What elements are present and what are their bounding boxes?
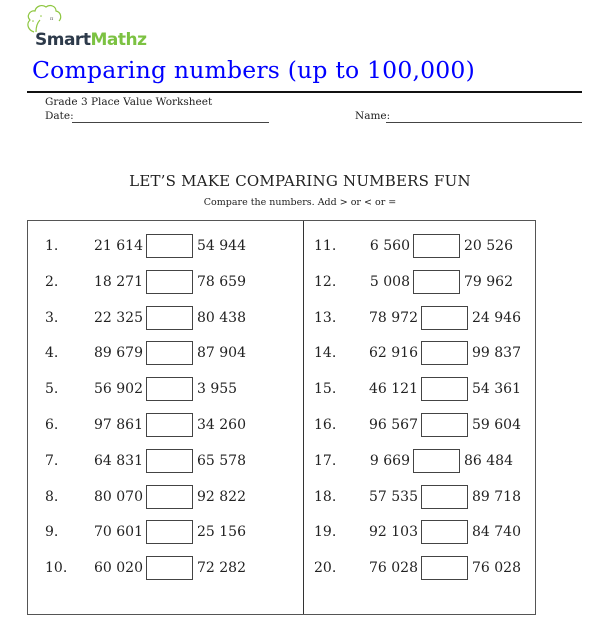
second-number: 79 962 bbox=[464, 273, 513, 290]
problem-row bbox=[304, 306, 534, 332]
second-number: 78 659 bbox=[197, 273, 246, 290]
second-number: 24 946 bbox=[472, 309, 521, 326]
problem-row bbox=[304, 485, 534, 511]
problem-number: 1. bbox=[45, 238, 59, 254]
title-rule bbox=[27, 91, 582, 93]
problem-number: 16. bbox=[314, 417, 337, 433]
first-number: 78 972 bbox=[369, 309, 418, 326]
second-number: 86 484 bbox=[464, 452, 513, 469]
first-number: 18 271 bbox=[94, 273, 143, 290]
problem-number: 9. bbox=[45, 524, 59, 541]
problem-row bbox=[304, 234, 534, 260]
problem-number: 19. bbox=[314, 524, 337, 541]
answer-box[interactable] bbox=[146, 485, 193, 509]
first-number: 96 567 bbox=[369, 417, 418, 433]
second-number: 59 604 bbox=[472, 417, 521, 433]
answer-box[interactable] bbox=[421, 556, 468, 580]
first-number: 22 325 bbox=[94, 309, 143, 326]
problem-number: 17. bbox=[314, 452, 337, 469]
problem-number: 8. bbox=[45, 488, 59, 505]
answer-box[interactable] bbox=[146, 270, 193, 294]
first-number: 9 669 bbox=[369, 452, 410, 469]
problem-row bbox=[304, 556, 534, 582]
answer-box[interactable] bbox=[421, 341, 468, 365]
second-number: 92 822 bbox=[197, 488, 246, 505]
answer-box[interactable] bbox=[146, 556, 193, 580]
problem-row bbox=[28, 485, 258, 511]
first-number: 89 679 bbox=[94, 345, 143, 362]
second-number: 89 718 bbox=[472, 488, 521, 505]
first-number: 80 070 bbox=[94, 488, 143, 505]
problem-number: 5. bbox=[45, 381, 59, 398]
second-number: 80 438 bbox=[197, 309, 246, 326]
answer-box[interactable] bbox=[413, 449, 460, 473]
problem-number: 2. bbox=[45, 273, 59, 290]
second-number: 54 361 bbox=[472, 381, 521, 398]
problem-number: 3. bbox=[45, 309, 59, 326]
problem-row bbox=[304, 520, 534, 546]
page-title: Comparing numbers (up to 100,000) bbox=[32, 56, 475, 84]
problem-number: 14. bbox=[314, 345, 337, 362]
answer-box[interactable] bbox=[146, 377, 193, 401]
problem-row bbox=[304, 449, 534, 475]
problem-row bbox=[304, 413, 534, 439]
answer-box[interactable] bbox=[421, 520, 468, 544]
second-number: 65 578 bbox=[197, 452, 246, 469]
first-number: 6 560 bbox=[369, 238, 410, 254]
first-number: 70 601 bbox=[94, 524, 143, 541]
second-number: 72 282 bbox=[197, 560, 246, 577]
answer-box[interactable] bbox=[413, 270, 460, 294]
problem-row bbox=[28, 449, 258, 475]
second-number: 54 944 bbox=[197, 238, 246, 254]
problem-number: 12. bbox=[314, 273, 337, 290]
first-number: 21 614 bbox=[94, 238, 143, 254]
first-number: 60 020 bbox=[94, 560, 143, 577]
first-number: 57 535 bbox=[369, 488, 418, 505]
second-number: 84 740 bbox=[472, 524, 521, 541]
answer-box[interactable] bbox=[421, 485, 468, 509]
first-number: 62 916 bbox=[369, 345, 418, 362]
problem-row bbox=[28, 377, 258, 403]
smartmathz-logo bbox=[24, 2, 174, 52]
problem-row bbox=[28, 520, 258, 546]
first-number: 92 103 bbox=[369, 524, 418, 541]
problem-row bbox=[28, 234, 258, 260]
problems-table bbox=[27, 220, 536, 615]
answer-box[interactable] bbox=[421, 413, 468, 437]
answer-box[interactable] bbox=[146, 341, 193, 365]
problem-number: 10. bbox=[45, 560, 68, 577]
problem-number: 11. bbox=[314, 238, 337, 254]
problem-number: 15. bbox=[314, 381, 337, 398]
second-number: 87 904 bbox=[197, 345, 246, 362]
logo-wordmark: SmartMathz bbox=[35, 30, 147, 50]
first-number: 46 121 bbox=[369, 381, 418, 398]
second-number: 34 260 bbox=[197, 417, 246, 433]
problem-number: 6. bbox=[45, 417, 59, 433]
second-number: 76 028 bbox=[472, 560, 521, 577]
second-number: 3 955 bbox=[197, 381, 238, 398]
problem-row bbox=[304, 341, 534, 367]
name-field[interactable] bbox=[386, 122, 582, 123]
first-number: 56 902 bbox=[94, 381, 143, 398]
problem-row bbox=[28, 413, 258, 439]
date-field[interactable] bbox=[72, 122, 269, 123]
worksheet-heading: LET’S MAKE COMPARING NUMBERS FUN bbox=[129, 172, 471, 190]
date-label: Date: bbox=[45, 110, 74, 122]
problem-number: 4. bbox=[45, 345, 59, 362]
name-label: Name: bbox=[355, 110, 391, 122]
svg-text:π: π bbox=[50, 16, 54, 22]
second-number: 25 156 bbox=[197, 524, 246, 541]
answer-box[interactable] bbox=[146, 234, 193, 258]
problem-number: 7. bbox=[45, 452, 59, 469]
answer-box[interactable] bbox=[146, 520, 193, 544]
first-number: 97 861 bbox=[94, 417, 143, 433]
answer-box[interactable] bbox=[146, 413, 193, 437]
first-number: 5 008 bbox=[369, 273, 410, 290]
problem-number: 20. bbox=[314, 560, 337, 577]
second-number: 20 526 bbox=[464, 238, 513, 254]
problem-row bbox=[28, 270, 258, 296]
first-number: 76 028 bbox=[369, 560, 418, 577]
problem-number: 13. bbox=[314, 309, 337, 326]
problem-row bbox=[28, 306, 258, 332]
instructions: Compare the numbers. Add > or < or = bbox=[203, 197, 397, 208]
grade-label: Grade 3 Place Value Worksheet bbox=[45, 96, 213, 108]
second-number: 99 837 bbox=[472, 345, 521, 362]
problem-row bbox=[304, 270, 534, 296]
answer-box[interactable] bbox=[413, 234, 460, 258]
problem-number: 18. bbox=[314, 488, 337, 505]
problem-row bbox=[28, 341, 258, 367]
first-number: 64 831 bbox=[94, 452, 143, 469]
problem-row bbox=[304, 377, 534, 403]
answer-box[interactable] bbox=[421, 306, 468, 330]
answer-box[interactable] bbox=[421, 377, 468, 401]
answer-box[interactable] bbox=[146, 449, 193, 473]
problem-row bbox=[28, 556, 258, 582]
answer-box[interactable] bbox=[146, 306, 193, 330]
